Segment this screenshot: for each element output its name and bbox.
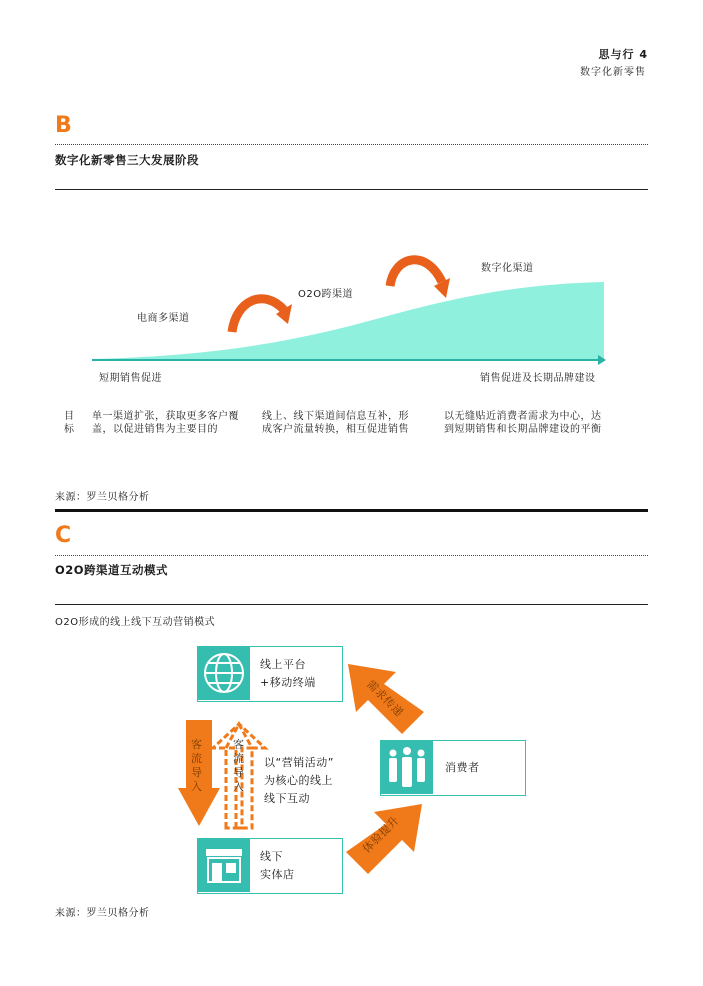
section-b-title: 数字化新零售三大发展阶段 (55, 153, 199, 167)
center-text-line-1: 以“营销活动” (264, 756, 334, 769)
stage-ecommerce: 电商多渠道 (137, 313, 190, 324)
axis-right-label: 销售促进及长期品牌建设 (480, 373, 596, 384)
header-title: 思与行 4 (598, 48, 648, 61)
goal-stage-3: 以无缝贴近消费者需求为中心，达到短期销售和长期品牌建设的平衡 (444, 411, 602, 435)
section-c-letter: C (55, 523, 72, 548)
section-c-source: 来源：罗兰贝格分析 (55, 908, 150, 919)
center-text-line-2: 为核心的线上 (264, 774, 333, 787)
section-b-letter: B (55, 113, 72, 138)
arrow-demand-label: 需求传递 (364, 677, 406, 720)
section-c-title: O2O跨渠道互动模式 (55, 563, 169, 577)
axis-left-label: 短期销售促进 (99, 373, 162, 384)
store-line-1: 线下 (260, 850, 283, 863)
goal-label: 目标 (64, 411, 75, 435)
online-platform-box (197, 646, 343, 702)
header-subtitle: 数字化新零售 (580, 67, 646, 78)
section-c-subtitle: O2O形成的线上线下互动营销模式 (55, 617, 216, 628)
storefront-icon (198, 839, 250, 892)
store-line-2: 实体店 (260, 868, 295, 881)
center-text-line-3: 线下互动 (264, 792, 310, 805)
arrow-flow-solid-label: 客流导入 (191, 738, 203, 793)
globe-icon (198, 647, 250, 700)
online-platform-line-1: 线上平台 (260, 658, 306, 671)
arrow-flow-dashed-label: 客流导入 (233, 738, 245, 793)
physical-store-box (197, 838, 343, 894)
consumer-box (380, 740, 526, 796)
arrow-experience-label: 体验提升 (360, 813, 402, 856)
stage-o2o: O2O跨渠道 (298, 289, 354, 300)
online-platform-line-2: +移动终端 (260, 676, 316, 689)
consumer-label: 消费者 (445, 761, 480, 774)
goal-stage-1: 单一渠道扩张，获取更多客户覆盖，以促进销售为主要目的 (92, 411, 239, 435)
stage-digital: 数字化渠道 (481, 263, 534, 274)
section-b-source: 来源：罗兰贝格分析 (55, 492, 150, 503)
people-icon (381, 741, 433, 794)
goal-stage-2: 线上、线下渠道间信息互补，形成客户流量转换，相互促进销售 (262, 411, 409, 435)
